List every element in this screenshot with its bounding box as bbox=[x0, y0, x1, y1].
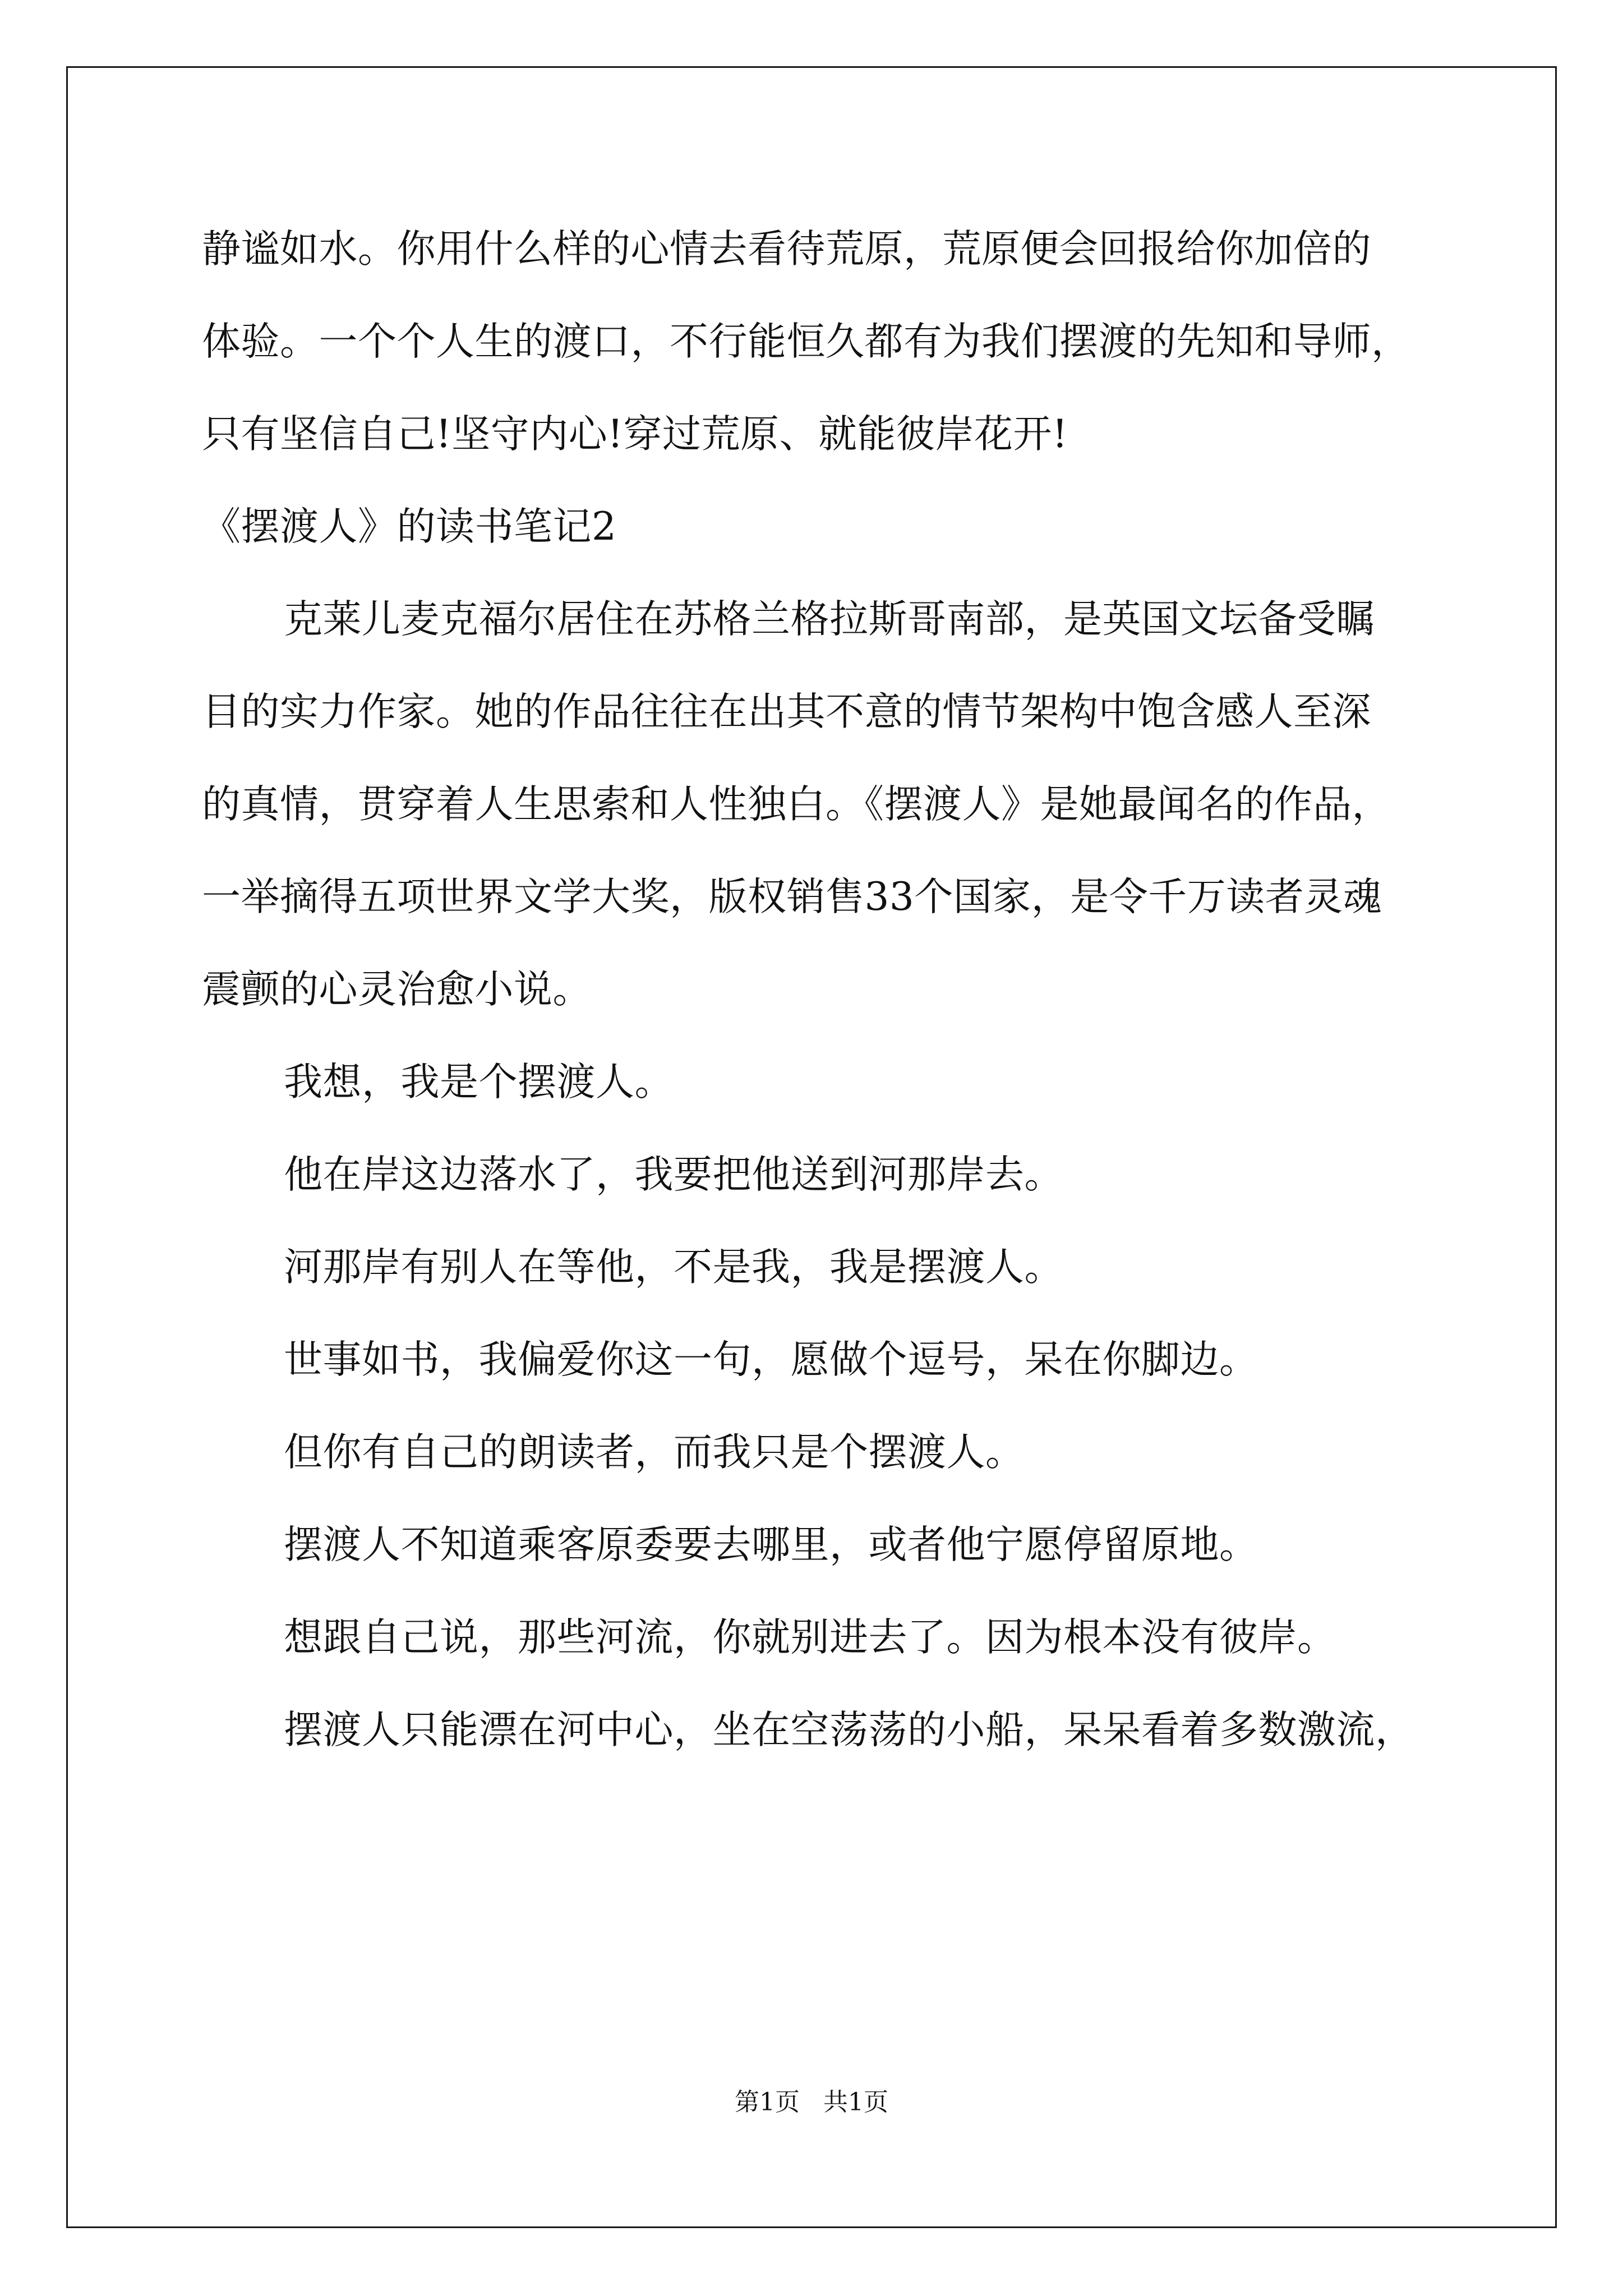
body-line-12: 河那岸有别人在等他，不是我，我是摆渡人。 bbox=[284, 1245, 1063, 1290]
body-line-9: 震颤的心灵治愈小说。 bbox=[202, 967, 592, 1012]
body-line-14: 但你有自己的朗读者，而我只是个摆渡人。 bbox=[284, 1430, 1025, 1475]
body-line-1: 静谧如水。你用什么样的心情去看待荒原，荒原便会回报给你加倍的 bbox=[202, 227, 1371, 272]
body-line-7: 的真情，贯穿着人生思索和人性独白。《摆渡人》是她最闻名的作品， bbox=[202, 782, 1391, 827]
body-line-11: 他在岸这边落水了，我要把他送到河那岸去。 bbox=[284, 1152, 1063, 1197]
body-line-2: 体验。一个个人生的渡口，不行能恒久都有为我们摆渡的先知和导师， bbox=[202, 319, 1410, 364]
body-line-13: 世事如书，我偏爱你这一句，愿做个逗号，呆在你脚边。 bbox=[284, 1337, 1258, 1382]
body-line-8: 一举摘得五项世界文学大奖，版权销售33个国家，是令千万读者灵魂 bbox=[202, 875, 1382, 919]
body-line-3: 只有坚信自己!坚守内心!穿过荒原、就能彼岸花开! bbox=[202, 412, 1068, 457]
page-border bbox=[66, 66, 1557, 2228]
body-line-10: 我想，我是个摆渡人。 bbox=[284, 1060, 674, 1105]
body-line-5: 克莱儿麦克福尔居住在苏格兰格拉斯哥南部，是英国文坛备受瞩 bbox=[284, 597, 1375, 642]
body-line-6: 目的实力作家。她的作品往往在出其不意的情节架构中饱含感人至深 bbox=[202, 689, 1371, 734]
body-line-15: 摆渡人不知道乘客原委要去哪里，或者他宁愿停留原地。 bbox=[284, 1522, 1258, 1567]
body-line-16: 想跟自己说，那些河流，你就别进去了。因为根本没有彼岸。 bbox=[284, 1615, 1336, 1660]
page-number-footer: 第1页 共1页 bbox=[735, 2088, 888, 2116]
body-line-17: 摆渡人只能漂在河中心，坐在空荡荡的小船，呆呆看着多数激流， bbox=[284, 1708, 1414, 1752]
section-heading: 《摆渡人》的读书笔记2 bbox=[202, 504, 617, 549]
